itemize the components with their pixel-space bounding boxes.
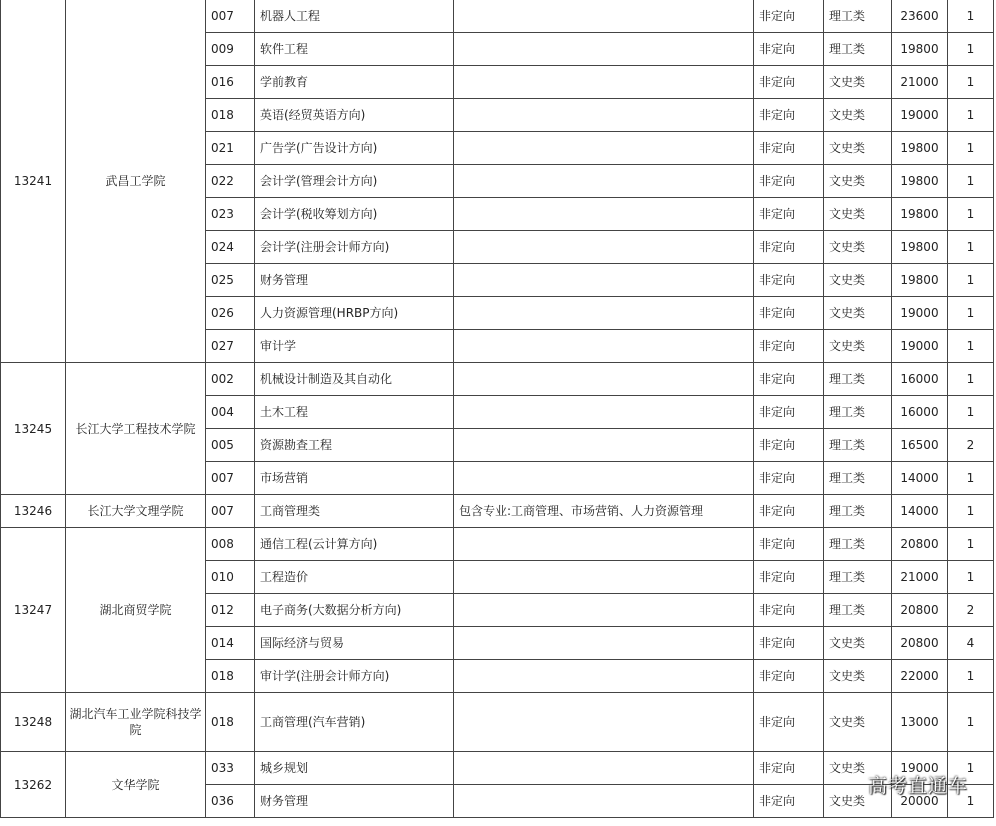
- category-cell: 文史类: [824, 99, 892, 132]
- quota-count-cell: 1: [948, 462, 994, 495]
- admission-type-cell: 非定向: [754, 231, 824, 264]
- category-cell: 理工类: [824, 495, 892, 528]
- tuition-fee-cell: 19800: [892, 165, 948, 198]
- category-cell: 文史类: [824, 231, 892, 264]
- major-code-cell: 002: [206, 363, 255, 396]
- table-row: [1, 363, 994, 396]
- major-code-cell: 016: [206, 66, 255, 99]
- category-cell: 文史类: [824, 330, 892, 363]
- tuition-fee-cell: 14000: [892, 462, 948, 495]
- tuition-fee-cell: 19800: [892, 132, 948, 165]
- school-code-cell: 13248: [1, 693, 66, 752]
- note-cell: [454, 528, 754, 561]
- quota-count-cell: 1: [948, 785, 994, 818]
- admission-type-cell: 非定向: [754, 462, 824, 495]
- admission-type-cell: 非定向: [754, 528, 824, 561]
- admission-type-cell: 非定向: [754, 33, 824, 66]
- category-cell: 文史类: [824, 785, 892, 818]
- major-name-cell: 机械设计制造及其自动化: [255, 363, 454, 396]
- quota-count-cell: 1: [948, 561, 994, 594]
- admission-type-cell: 非定向: [754, 297, 824, 330]
- note-cell: [454, 429, 754, 462]
- tuition-fee-cell: 19000: [892, 297, 948, 330]
- tuition-fee-cell: 20000: [892, 785, 948, 818]
- tuition-fee-cell: 13000: [892, 693, 948, 752]
- tuition-fee-cell: 20800: [892, 528, 948, 561]
- note-cell: [454, 231, 754, 264]
- note-cell: [454, 66, 754, 99]
- major-name-cell: 广告学(广告设计方向): [255, 132, 454, 165]
- note-cell: [454, 0, 754, 33]
- quota-count-cell: 1: [948, 0, 994, 33]
- admission-type-cell: 非定向: [754, 330, 824, 363]
- major-code-cell: 018: [206, 99, 255, 132]
- category-cell: 文史类: [824, 66, 892, 99]
- note-cell: [454, 752, 754, 785]
- category-cell: 文史类: [824, 660, 892, 693]
- table-row: [1, 528, 994, 561]
- note-cell: [454, 693, 754, 752]
- admission-type-cell: 非定向: [754, 198, 824, 231]
- quota-count-cell: 1: [948, 297, 994, 330]
- quota-count-cell: 1: [948, 528, 994, 561]
- major-code-cell: 007: [206, 0, 255, 33]
- school-code-cell: 13241: [1, 0, 66, 363]
- major-code-cell: 007: [206, 462, 255, 495]
- note-cell: [454, 462, 754, 495]
- note-cell: [454, 297, 754, 330]
- major-name-cell: 国际经济与贸易: [255, 627, 454, 660]
- major-name-cell: 工商管理类: [255, 495, 454, 528]
- major-name-cell: 工程造价: [255, 561, 454, 594]
- tuition-fee-cell: 19800: [892, 231, 948, 264]
- school-name-cell: 长江大学文理学院: [66, 495, 206, 528]
- note-cell: [454, 264, 754, 297]
- note-cell: 包含专业:工商管理、市场营销、人力资源管理: [454, 495, 754, 528]
- major-name-cell: 财务管理: [255, 785, 454, 818]
- major-name-cell: 会计学(管理会计方向): [255, 165, 454, 198]
- note-cell: [454, 785, 754, 818]
- category-cell: 理工类: [824, 594, 892, 627]
- quota-count-cell: 1: [948, 66, 994, 99]
- school-name-cell: 湖北汽车工业学院科技学院: [66, 693, 206, 752]
- category-cell: 理工类: [824, 33, 892, 66]
- note-cell: [454, 330, 754, 363]
- category-cell: 文史类: [824, 264, 892, 297]
- admission-type-cell: 非定向: [754, 429, 824, 462]
- major-name-cell: 通信工程(云计算方向): [255, 528, 454, 561]
- quota-count-cell: 1: [948, 165, 994, 198]
- note-cell: [454, 132, 754, 165]
- note-cell: [454, 33, 754, 66]
- major-name-cell: 城乡规划: [255, 752, 454, 785]
- note-cell: [454, 165, 754, 198]
- major-code-cell: 018: [206, 660, 255, 693]
- major-name-cell: 机器人工程: [255, 0, 454, 33]
- note-cell: [454, 594, 754, 627]
- quota-count-cell: 1: [948, 330, 994, 363]
- note-cell: [454, 198, 754, 231]
- category-cell: 理工类: [824, 0, 892, 33]
- quota-count-cell: 1: [948, 231, 994, 264]
- tuition-fee-cell: 22000: [892, 660, 948, 693]
- major-code-cell: 004: [206, 396, 255, 429]
- major-name-cell: 软件工程: [255, 33, 454, 66]
- major-name-cell: 审计学: [255, 330, 454, 363]
- quota-count-cell: 1: [948, 693, 994, 752]
- table-row: [1, 495, 994, 528]
- school-code-cell: 13262: [1, 752, 66, 818]
- major-name-cell: 会计学(税收筹划方向): [255, 198, 454, 231]
- tuition-fee-cell: 20800: [892, 594, 948, 627]
- admission-type-cell: 非定向: [754, 785, 824, 818]
- table-row: [1, 0, 994, 33]
- tuition-fee-cell: 19000: [892, 330, 948, 363]
- admission-type-cell: 非定向: [754, 66, 824, 99]
- category-cell: 文史类: [824, 132, 892, 165]
- major-code-cell: 010: [206, 561, 255, 594]
- admission-type-cell: 非定向: [754, 0, 824, 33]
- school-code-cell: 13245: [1, 363, 66, 495]
- quota-count-cell: 1: [948, 99, 994, 132]
- tuition-fee-cell: 14000: [892, 495, 948, 528]
- tuition-fee-cell: 20800: [892, 627, 948, 660]
- table-row: [1, 752, 994, 785]
- tuition-fee-cell: 19000: [892, 752, 948, 785]
- major-code-cell: 023: [206, 198, 255, 231]
- admission-type-cell: 非定向: [754, 165, 824, 198]
- admission-type-cell: 非定向: [754, 363, 824, 396]
- category-cell: 理工类: [824, 429, 892, 462]
- table-row: [1, 693, 994, 752]
- major-code-cell: 026: [206, 297, 255, 330]
- tuition-fee-cell: 19000: [892, 99, 948, 132]
- category-cell: 文史类: [824, 165, 892, 198]
- major-name-cell: 审计学(注册会计师方向): [255, 660, 454, 693]
- tuition-fee-cell: 16000: [892, 396, 948, 429]
- major-code-cell: 027: [206, 330, 255, 363]
- school-name-cell: 长江大学工程技术学院: [66, 363, 206, 495]
- major-name-cell: 工商管理(汽车营销): [255, 693, 454, 752]
- major-code-cell: 008: [206, 528, 255, 561]
- note-cell: [454, 627, 754, 660]
- admission-type-cell: 非定向: [754, 132, 824, 165]
- tuition-fee-cell: 19800: [892, 33, 948, 66]
- major-code-cell: 021: [206, 132, 255, 165]
- school-name-cell: 武昌工学院: [66, 0, 206, 363]
- school-name-cell: 文华学院: [66, 752, 206, 818]
- quota-count-cell: 2: [948, 429, 994, 462]
- major-name-cell: 市场营销: [255, 462, 454, 495]
- major-code-cell: 009: [206, 33, 255, 66]
- quota-count-cell: 1: [948, 198, 994, 231]
- major-code-cell: 012: [206, 594, 255, 627]
- school-code-cell: 13246: [1, 495, 66, 528]
- quota-count-cell: 1: [948, 363, 994, 396]
- category-cell: 理工类: [824, 363, 892, 396]
- major-name-cell: 土木工程: [255, 396, 454, 429]
- quota-count-cell: 1: [948, 495, 994, 528]
- admission-type-cell: 非定向: [754, 693, 824, 752]
- admission-type-cell: 非定向: [754, 660, 824, 693]
- admission-type-cell: 非定向: [754, 627, 824, 660]
- note-cell: [454, 99, 754, 132]
- major-code-cell: 036: [206, 785, 255, 818]
- major-name-cell: 会计学(注册会计师方向): [255, 231, 454, 264]
- tuition-fee-cell: 21000: [892, 561, 948, 594]
- quota-count-cell: 1: [948, 33, 994, 66]
- admission-type-cell: 非定向: [754, 752, 824, 785]
- note-cell: [454, 660, 754, 693]
- major-name-cell: 人力资源管理(HRBP方向): [255, 297, 454, 330]
- tuition-fee-cell: 19800: [892, 264, 948, 297]
- admission-type-cell: 非定向: [754, 396, 824, 429]
- note-cell: [454, 363, 754, 396]
- note-cell: [454, 561, 754, 594]
- school-name-cell: 湖北商贸学院: [66, 528, 206, 693]
- category-cell: 理工类: [824, 396, 892, 429]
- major-name-cell: 英语(经贸英语方向): [255, 99, 454, 132]
- admission-type-cell: 非定向: [754, 561, 824, 594]
- tuition-fee-cell: 16000: [892, 363, 948, 396]
- category-cell: 文史类: [824, 752, 892, 785]
- major-name-cell: 财务管理: [255, 264, 454, 297]
- quota-count-cell: 1: [948, 752, 994, 785]
- admission-type-cell: 非定向: [754, 495, 824, 528]
- tuition-fee-cell: 19800: [892, 198, 948, 231]
- major-code-cell: 033: [206, 752, 255, 785]
- school-code-cell: 13247: [1, 528, 66, 693]
- category-cell: 文史类: [824, 198, 892, 231]
- quota-count-cell: 4: [948, 627, 994, 660]
- category-cell: 理工类: [824, 561, 892, 594]
- tuition-fee-cell: 21000: [892, 66, 948, 99]
- major-code-cell: 018: [206, 693, 255, 752]
- tuition-fee-cell: 23600: [892, 0, 948, 33]
- quota-count-cell: 2: [948, 594, 994, 627]
- admission-type-cell: 非定向: [754, 99, 824, 132]
- admission-type-cell: 非定向: [754, 594, 824, 627]
- table-body: [1, 0, 994, 818]
- watermark: 高考直通车: [867, 775, 968, 797]
- major-name-cell: 电子商务(大数据分析方向): [255, 594, 454, 627]
- major-code-cell: 005: [206, 429, 255, 462]
- major-code-cell: 007: [206, 495, 255, 528]
- major-name-cell: 资源勘查工程: [255, 429, 454, 462]
- major-code-cell: 025: [206, 264, 255, 297]
- major-name-cell: 学前教育: [255, 66, 454, 99]
- quota-count-cell: 1: [948, 396, 994, 429]
- category-cell: 文史类: [824, 627, 892, 660]
- major-code-cell: 024: [206, 231, 255, 264]
- quota-count-cell: 1: [948, 264, 994, 297]
- category-cell: 理工类: [824, 528, 892, 561]
- category-cell: 文史类: [824, 297, 892, 330]
- major-code-cell: 022: [206, 165, 255, 198]
- quota-count-cell: 1: [948, 132, 994, 165]
- major-code-cell: 014: [206, 627, 255, 660]
- tuition-fee-cell: 16500: [892, 429, 948, 462]
- note-cell: [454, 396, 754, 429]
- category-cell: 文史类: [824, 693, 892, 752]
- category-cell: 理工类: [824, 462, 892, 495]
- admission-type-cell: 非定向: [754, 264, 824, 297]
- quota-count-cell: 1: [948, 660, 994, 693]
